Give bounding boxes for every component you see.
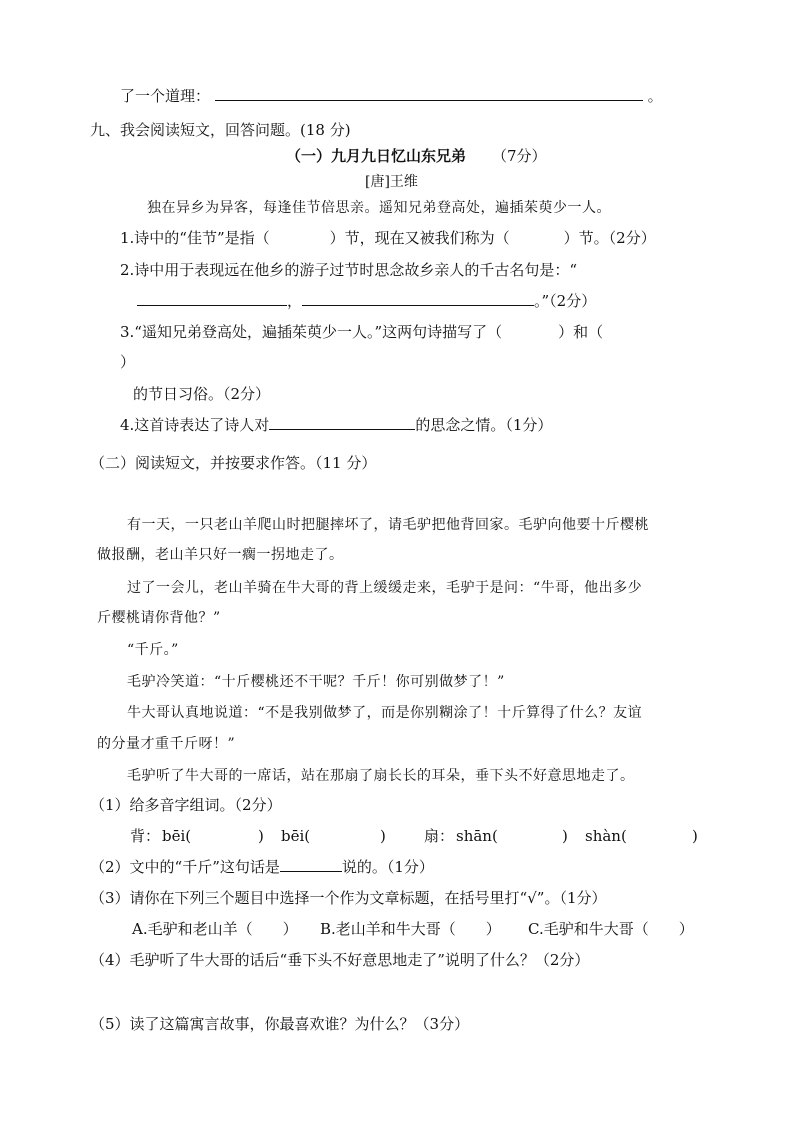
title-option-b[interactable]: B.老山羊和牛大哥（ ） bbox=[320, 920, 501, 938]
poem-question-1 bbox=[120, 228, 656, 248]
story-p5-line1: 牛大哥认真地说道：“不是我别做梦了，而是你别糊涂了！十斤算得了什么？友谊 bbox=[127, 705, 643, 721]
story-q2-part-a: （2）文中的“千斤”这句话是 bbox=[90, 858, 280, 876]
story-question-5: （5）读了这篇寓言故事，你最喜欢谁？为什么？（3分） bbox=[90, 1015, 470, 1033]
poem-q2-blank-2[interactable] bbox=[302, 291, 534, 306]
poem-q4-blank[interactable] bbox=[269, 415, 415, 430]
story-p4: 毛驴冷笑道：“十斤樱桃还不干呢？千斤！你可别做梦了！” bbox=[127, 674, 505, 690]
poem-q3-tail: 的节日习俗。（2分） bbox=[133, 385, 271, 403]
story-p3: “千斤。” bbox=[127, 642, 179, 658]
story-question-1: （1）给多音字组词。（2分） bbox=[90, 796, 282, 814]
poem-question-4 bbox=[120, 415, 552, 435]
poem-q2-blank-1[interactable] bbox=[137, 291, 287, 306]
poem-q3-part-b: ）和（ bbox=[558, 323, 604, 341]
poem-title bbox=[286, 146, 466, 166]
poem-author: [唐]王维 bbox=[365, 174, 418, 190]
bei-pinyin-2: bēi( bbox=[281, 827, 311, 845]
story-q2-blank[interactable] bbox=[280, 857, 342, 872]
shan-close-1: ) bbox=[562, 827, 568, 845]
poem-q4-part-a: 4.这首诗表达了诗人对 bbox=[120, 416, 270, 434]
story-q2-part-b: 说的。（1分） bbox=[341, 858, 434, 876]
title-option-a[interactable]: A.毛驴和老山羊（ ） bbox=[132, 920, 298, 938]
story-p6: 毛驴听了牛大哥的一席话，站在那扇了扇长长的耳朵，垂下头不好意思地走了。 bbox=[127, 768, 635, 784]
poem-q3-part-a: 3.“遥知兄弟登高处，遍插茱萸少一人。”这两句诗描写了（ bbox=[120, 323, 503, 341]
title-option-c[interactable]: C.毛驴和牛大哥（ ） bbox=[528, 920, 694, 938]
bei-close-1: ) bbox=[258, 827, 264, 845]
bei-pinyin-1: bēi( bbox=[162, 827, 192, 845]
story-question-4: （4）毛驴听了牛大哥的话后“垂下头不好意思地走了”说明了什么？（2分） bbox=[90, 951, 590, 969]
story-question-2 bbox=[90, 857, 434, 877]
section9-heading: 九、我会阅读短文，回答问题。(18 分) bbox=[90, 121, 351, 139]
poem-text: 独在异乡为异客，每逢佳节倍思亲。遥知兄弟登高处，遍插茱萸少一人。 bbox=[147, 200, 611, 216]
poem-q1-part-a: 1.诗中的“佳节”是指（ bbox=[120, 229, 270, 247]
poem-question-3 bbox=[120, 322, 603, 342]
daoli-line bbox=[120, 86, 663, 106]
daoli-answer-blank[interactable] bbox=[215, 86, 643, 101]
poem-title-text: （一）九月九日忆山东兄弟 bbox=[286, 147, 467, 165]
daoli-prefix: 了一个道理： bbox=[120, 87, 211, 105]
story-p1-line2: 做报酬，老山羊只好一瘸一拐地走了。 bbox=[97, 547, 344, 563]
story-question-3: （3）请你在下列三个题目中选择一个作为文章标题，在括号里打“√”。（1分） bbox=[90, 889, 607, 907]
shan-pinyin-2: shàn( bbox=[585, 827, 627, 845]
poem-q4-part-b: 的思念之情。（1分） bbox=[415, 416, 553, 434]
poem-q1-part-c: ）节。（2分） bbox=[563, 229, 656, 247]
daoli-end: 。 bbox=[647, 87, 663, 105]
story-p2-line1: 过了一会儿，老山羊骑在牛大哥的背上缓缓走来，毛驴于是问：“牛哥，他出多少 bbox=[127, 580, 643, 596]
poem-q2-end: 。”（2分） bbox=[534, 292, 597, 310]
poem-q2-sep: ， bbox=[287, 292, 303, 310]
poem-q1-part-b: ）节，现在又被我们称为（ bbox=[329, 229, 510, 247]
shan-label: 扇： bbox=[424, 827, 455, 845]
bei-close-2: ) bbox=[380, 827, 386, 845]
poem-question-2: 2.诗中用于表现远在他乡的游子过节时思念故乡亲人的千古名句是：“ bbox=[120, 261, 577, 279]
bei-label: 背： bbox=[130, 827, 161, 845]
poem-title-score: （7分） bbox=[492, 147, 547, 165]
section2-heading: （二）阅读短文，并按要求作答。（11 分） bbox=[90, 454, 377, 472]
poem-q3-close: ） bbox=[120, 353, 136, 371]
shan-pinyin-1: shān( bbox=[456, 827, 498, 845]
story-p5-line2: 的分量才重千斤呀！” bbox=[97, 736, 236, 752]
story-p1-line1: 有一天，一只老山羊爬山时把腿摔坏了，请毛驴把他背回家。毛驴向他要十斤樱桃 bbox=[127, 517, 649, 533]
poem-q2-answer-line bbox=[137, 291, 596, 311]
shan-close-2: ) bbox=[692, 827, 698, 845]
story-p2-line2: 斤樱桃请你背他？” bbox=[97, 610, 221, 626]
